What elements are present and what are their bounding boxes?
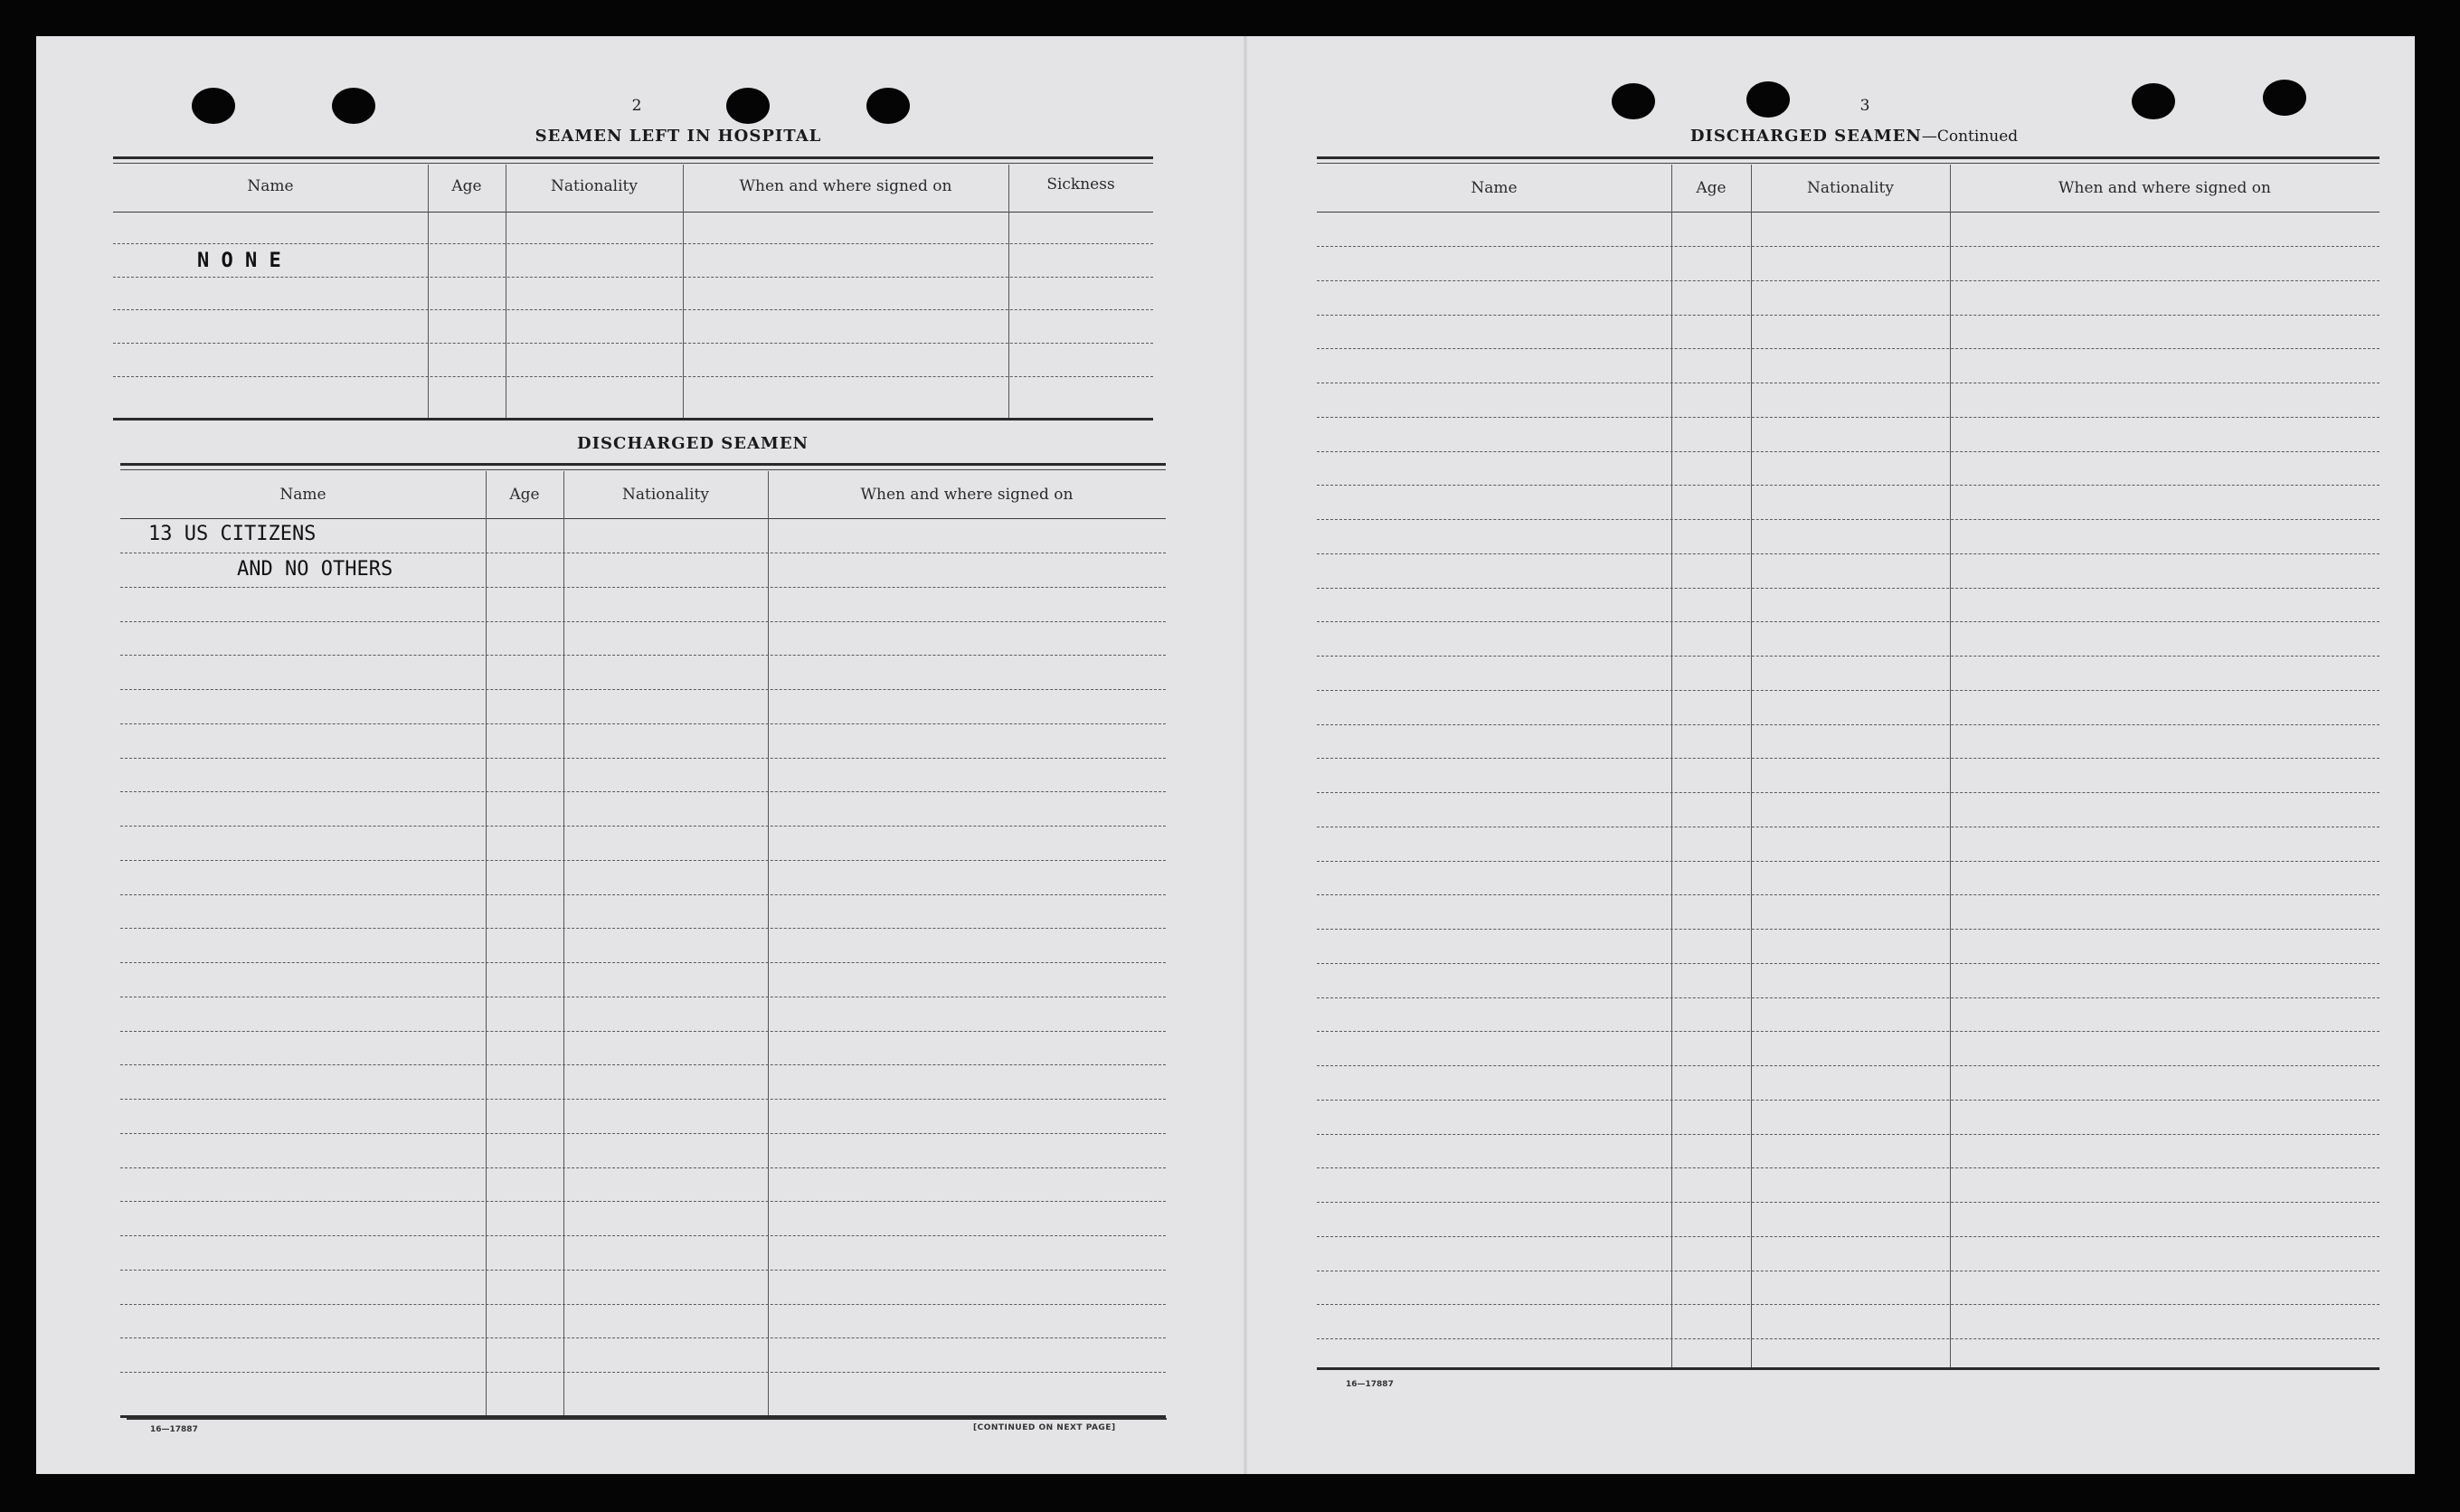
right-section-title: [1610, 127, 2098, 146]
hospital-col-sickness: Sickness: [1046, 175, 1115, 194]
discharged-entry-line1: 13 US CITIZENS: [148, 523, 317, 545]
right-col-name: Name: [1471, 179, 1518, 197]
punch-hole: [1612, 83, 1655, 119]
punch-hole: [1746, 81, 1790, 118]
punch-hole: [332, 88, 375, 124]
right-form-code: 16—17887: [1346, 1380, 1394, 1389]
hospital-table: [113, 156, 1153, 421]
discharged-entry-line2: AND NO OTHERS: [237, 558, 393, 581]
right-col-age: Age: [1696, 179, 1727, 197]
hospital-col-age: Age: [451, 177, 482, 195]
punch-hole: [726, 88, 770, 124]
discharged-col-signed-on: When and where signed on: [860, 486, 1074, 504]
discharged-col-nationality: Nationality: [622, 486, 709, 504]
left-form-code: 16—17887: [150, 1425, 198, 1434]
hospital-section-title: SEAMEN LEFT IN HOSPITAL: [535, 127, 822, 146]
continued-note: [CONTINUED ON NEXT PAGE]: [973, 1423, 1116, 1432]
hospital-entry: N O N E: [197, 250, 281, 272]
page-spine: [1244, 36, 1247, 1474]
hospital-col-nationality: Nationality: [551, 177, 638, 195]
right-col-signed-on: When and where signed on: [2058, 179, 2271, 197]
discharged-table-right: [1317, 156, 2380, 1370]
hospital-col-signed-on: When and where signed on: [739, 177, 952, 195]
hospital-col-name: Name: [247, 177, 294, 195]
discharged-col-name: Name: [279, 486, 326, 504]
right-title-continued: —Continued: [1921, 128, 2019, 146]
right-page-number: 3: [1859, 97, 1870, 115]
document-sheet: [36, 36, 2415, 1474]
discharged-section-title: DISCHARGED SEAMEN: [576, 434, 809, 453]
punch-hole: [192, 88, 235, 124]
discharged-col-age: Age: [509, 486, 540, 504]
punch-hole: [866, 88, 910, 124]
discharged-table-left: [120, 463, 1166, 1418]
right-title-main: DISCHARGED SEAMEN: [1689, 127, 1922, 146]
punch-hole: [2263, 80, 2306, 116]
punch-hole: [2132, 83, 2175, 119]
right-col-nationality: Nationality: [1807, 179, 1894, 197]
left-page-number: 2: [631, 97, 642, 115]
